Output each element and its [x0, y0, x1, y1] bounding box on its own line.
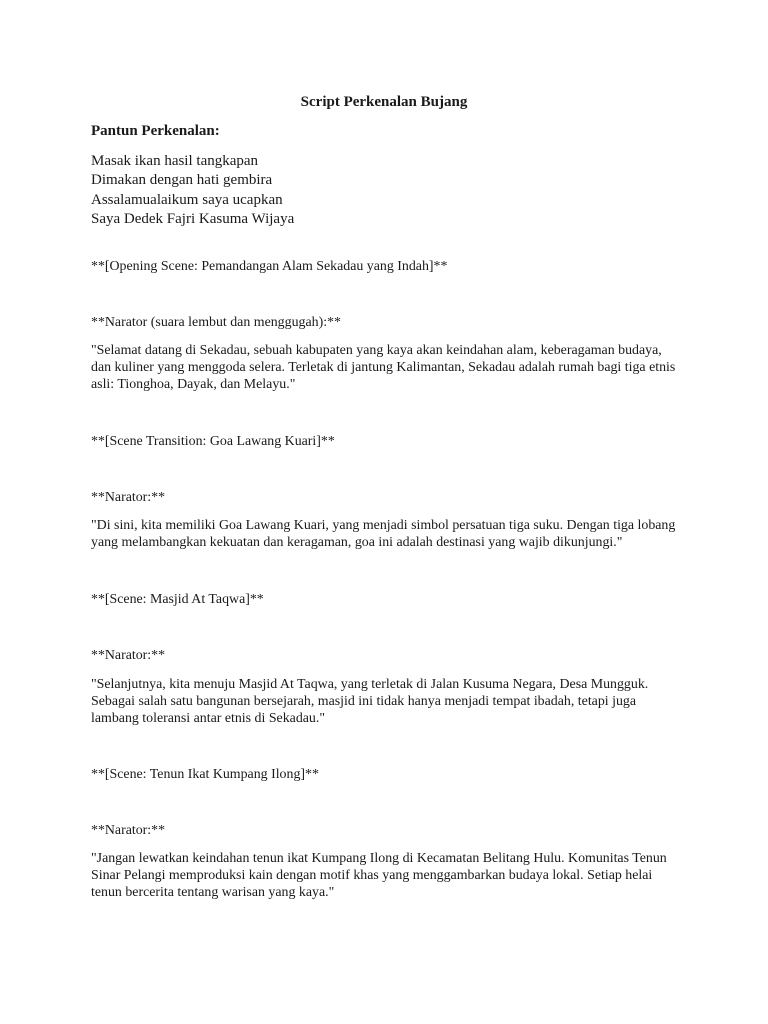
narrator-cue: **Narator:**	[91, 648, 166, 663]
pantun-verse	[91, 152, 294, 229]
paragraph-line: "Selanjutnya, kita menuju Masjid At Taqwa, yang terletak di Jalan Kusuma Negara, Desa Mungguk.	[91, 677, 649, 692]
pantun-heading: Pantun Perkenalan:	[91, 123, 220, 139]
narrator-cue: **Narator (suara lembut dan menggugah):**	[91, 315, 341, 330]
narration-paragraph	[91, 850, 681, 901]
paragraph-line: dan kuliner yang menggoda selera. Terletak di jantung Kalimantan, Sekadau adalah rumah bagi tiga etnis	[91, 360, 676, 375]
paragraph-line: "Selamat datang di Sekadau, sebuah kabupaten yang kaya akan keindahan alam, keberagaman budaya,	[91, 343, 662, 358]
paragraph-line: tenun bercerita tentang warisan yang kaya."	[91, 885, 335, 900]
narrator-cue: **Narator:**	[91, 490, 166, 505]
pantun-line: Assalamualaikum saya ucapkan	[91, 191, 283, 208]
scene-heading-opening: **[Opening Scene: Pemandangan Alam Sekadau yang Indah]**	[91, 259, 448, 274]
narrator-cue: **Narator:**	[91, 823, 166, 838]
paragraph-line: Sebagai salah satu bangunan bersejarah, masjid ini tidak hanya menjadi tempat ibadah, tetapi juga	[91, 694, 637, 709]
document-title: Script Perkenalan Bujang	[300, 94, 468, 110]
narration-paragraph	[91, 517, 681, 551]
pantun-line: Saya Dedek Fajri Kasuma Wijaya	[91, 210, 295, 227]
paragraph-line: "Jangan lewatkan keindahan tenun ikat Kumpang Ilong di Kecamatan Belitang Hulu. Komunitas Tenun	[91, 851, 667, 866]
pantun-line: Masak ikan hasil tangkapan	[91, 153, 259, 169]
scene-heading-goa: **[Scene Transition: Goa Lawang Kuari]**	[91, 434, 335, 449]
narration-paragraph	[91, 676, 681, 727]
paragraph-line: asli: Tionghoa, Dayak, dan Melayu."	[91, 377, 296, 392]
narration-paragraph	[91, 342, 681, 393]
paragraph-line: "Di sini, kita memiliki Goa Lawang Kuari, yang menjadi simbol persatuan tiga suku. Dengan tiga lobang	[91, 518, 676, 533]
pantun-line: Dimakan dengan hati gembira	[91, 172, 273, 189]
paragraph-line: Sinar Pelangi memproduksi kain dengan motif khas yang menggambarkan budaya lokal. Setiap helai	[91, 868, 653, 883]
scene-heading-tenun: **[Scene: Tenun Ikat Kumpang Ilong]**	[91, 767, 319, 782]
paragraph-line: yang melambangkan kekuatan dan keragaman, goa ini adalah destinasi yang wajib dikunjungi."	[91, 535, 623, 550]
scene-heading-masjid: **[Scene: Masjid At Taqwa]**	[91, 592, 264, 607]
paragraph-line: lambang toleransi antar etnis di Sekadau."	[91, 711, 326, 726]
